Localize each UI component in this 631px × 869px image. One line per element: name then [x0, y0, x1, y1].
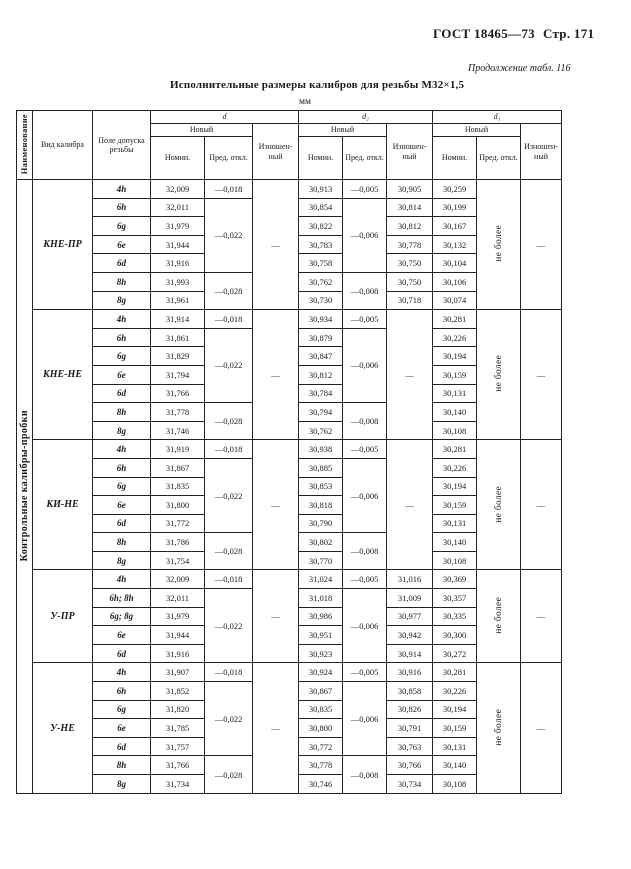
- col-d2-nomin: Номин.: [299, 137, 343, 180]
- col-d2-worn: Изношен- ный: [387, 124, 433, 180]
- table-title: Исполнительные размеры калибров для резьбы М32×1,5: [170, 79, 465, 91]
- tolerance-field: 4h: [93, 570, 151, 589]
- d-nominal: 31,979: [151, 607, 205, 626]
- d-nominal: 31,979: [151, 217, 205, 236]
- d2-nominal: 30,913: [299, 180, 343, 199]
- d-nominal: 31,867: [151, 458, 205, 477]
- d1-nominal: 30,272: [433, 644, 477, 663]
- col-naimenovanie: Наименование: [17, 111, 33, 180]
- d-nominal: 31,907: [151, 663, 205, 682]
- tolerance-field: 8g: [93, 551, 151, 570]
- tolerance-field: 6d: [93, 644, 151, 663]
- not-more-label: не более: [493, 225, 504, 262]
- d2-nominal: 31,024: [299, 570, 343, 589]
- table-row: [17, 570, 562, 589]
- d-deviation: —0,028: [205, 403, 253, 440]
- d-nominal: 31,766: [151, 756, 205, 775]
- d1-deviation: [477, 180, 521, 310]
- d2-nominal: 30,951: [299, 626, 343, 645]
- col-d-worn: Изношен- ный: [253, 124, 299, 180]
- not-more-label: не более: [493, 597, 504, 634]
- table-row: [17, 180, 562, 199]
- d2-nominal: 30,812: [299, 365, 343, 384]
- d-worn: —: [253, 310, 299, 440]
- d2-nominal: 30,772: [299, 737, 343, 756]
- table-continuation: Продолжение табл. 116: [468, 63, 571, 74]
- d1-nominal: 30,131: [433, 737, 477, 756]
- d2-nominal: 30,835: [299, 700, 343, 719]
- d2-worn: 30,977: [387, 607, 433, 626]
- d2-nominal: 31,018: [299, 589, 343, 608]
- d2-nominal: 30,938: [299, 440, 343, 459]
- d1-deviation: [477, 310, 521, 440]
- table-row: [17, 440, 562, 459]
- d2-worn: 30,778: [387, 235, 433, 254]
- tolerance-field: 6e: [93, 719, 151, 738]
- d-nominal: 31,852: [151, 682, 205, 701]
- d-worn: —: [253, 570, 299, 663]
- d-deviation: —0,022: [205, 682, 253, 756]
- d-nominal: 32,011: [151, 198, 205, 217]
- group-name-cell: [17, 180, 33, 794]
- d1-nominal: 30,369: [433, 570, 477, 589]
- d-nominal: 31,772: [151, 514, 205, 533]
- col-d1-worn: Изношен- ный: [521, 124, 562, 180]
- d-nominal: 31,766: [151, 384, 205, 403]
- d2-nominal: 30,879: [299, 328, 343, 347]
- d2-nominal: 30,762: [299, 272, 343, 291]
- d-deviation: —0,018: [205, 440, 253, 459]
- d2-nominal: 30,794: [299, 403, 343, 422]
- d1-nominal: 30,199: [433, 198, 477, 217]
- tolerance-field: 8h: [93, 403, 151, 422]
- calibre-table: [16, 110, 562, 794]
- d2-worn: 30,750: [387, 254, 433, 273]
- d1-worn: —: [521, 440, 562, 570]
- d2-nominal: 30,867: [299, 682, 343, 701]
- d2-worn: 30,914: [387, 644, 433, 663]
- calibre-kind: КНЕ-НЕ: [33, 310, 93, 440]
- d-nominal: 31,746: [151, 421, 205, 440]
- d2-worn: 30,763: [387, 737, 433, 756]
- d2-nominal: 30,822: [299, 217, 343, 236]
- d-nominal: 31,944: [151, 235, 205, 254]
- d-nominal: 31,800: [151, 496, 205, 515]
- tolerance-field: 4h: [93, 663, 151, 682]
- d2-deviation: —0,005: [343, 663, 387, 682]
- d-nominal: 32,011: [151, 589, 205, 608]
- d2-deviation: —0,008: [343, 272, 387, 309]
- d2-deviation: —0,006: [343, 682, 387, 756]
- d1-nominal: 30,108: [433, 551, 477, 570]
- d-nominal: 31,778: [151, 403, 205, 422]
- table-body: [17, 180, 562, 794]
- col-d2: d₂: [299, 111, 433, 124]
- col-d1-nomin: Номин.: [433, 137, 477, 180]
- d2-deviation: —0,005: [343, 180, 387, 199]
- d-nominal: 31,916: [151, 254, 205, 273]
- d1-nominal: 30,132: [433, 235, 477, 254]
- d2-worn: 30,826: [387, 700, 433, 719]
- d1-deviation: [477, 663, 521, 793]
- page-header: [433, 26, 594, 42]
- d-worn: —: [253, 180, 299, 310]
- tolerance-field: 8g: [93, 291, 151, 310]
- tolerance-field: 8h: [93, 533, 151, 552]
- tolerance-field: 6h: [93, 198, 151, 217]
- d1-nominal: 30,074: [433, 291, 477, 310]
- d-nominal: 31,914: [151, 310, 205, 329]
- d1-nominal: 30,167: [433, 217, 477, 236]
- col-d1-pred: Пред. откл.: [477, 137, 521, 180]
- d2-worn: 30,814: [387, 198, 433, 217]
- col-pole-dopuska: Поле допуска резьбы: [93, 111, 151, 180]
- d-nominal: 32,009: [151, 180, 205, 199]
- d2-deviation: —0,006: [343, 458, 387, 532]
- d2-worn: 30,942: [387, 626, 433, 645]
- d-deviation: —0,018: [205, 180, 253, 199]
- d2-nominal: 30,784: [299, 384, 343, 403]
- d1-worn: —: [521, 310, 562, 440]
- d1-nominal: 30,335: [433, 607, 477, 626]
- d2-worn: 30,734: [387, 775, 433, 794]
- d1-nominal: 30,226: [433, 682, 477, 701]
- d-nominal: 31,829: [151, 347, 205, 366]
- group-name: Контрольные калибры-пробки: [19, 409, 30, 561]
- not-more-label: не более: [493, 485, 504, 523]
- calibre-kind: КНЕ-ПР: [33, 180, 93, 310]
- d-nominal: 31,961: [151, 291, 205, 310]
- tolerance-field: 6d: [93, 514, 151, 533]
- tolerance-field: 6e: [93, 496, 151, 515]
- d2-nominal: 30,746: [299, 775, 343, 794]
- d2-nominal: 30,802: [299, 533, 343, 552]
- d1-nominal: 30,226: [433, 328, 477, 347]
- d-nominal: 31,794: [151, 365, 205, 384]
- d1-nominal: 30,140: [433, 403, 477, 422]
- d-deviation: —0,022: [205, 458, 253, 532]
- d2-nominal: 30,986: [299, 607, 343, 626]
- col-d-new: Новый: [151, 124, 253, 137]
- d2-worn: 30,718: [387, 291, 433, 310]
- d-worn: —: [253, 663, 299, 793]
- col-d-nomin: Номин.: [151, 137, 205, 180]
- d1-nominal: 30,300: [433, 626, 477, 645]
- d-deviation: —0,022: [205, 328, 253, 402]
- d-nominal: 31,785: [151, 719, 205, 738]
- d2-nominal: 30,790: [299, 514, 343, 533]
- d1-nominal: 30,159: [433, 496, 477, 515]
- d-nominal: 31,786: [151, 533, 205, 552]
- tolerance-field: 6e: [93, 626, 151, 645]
- tolerance-field: 6h: [93, 682, 151, 701]
- d-deviation: —0,018: [205, 663, 253, 682]
- tolerance-field: 6g: [93, 700, 151, 719]
- d2-nominal: 30,770: [299, 551, 343, 570]
- d-nominal: 31,734: [151, 775, 205, 794]
- d1-nominal: 30,108: [433, 775, 477, 794]
- d2-nominal: 30,778: [299, 756, 343, 775]
- col-d-pred: Пред. откл.: [205, 137, 253, 180]
- tolerance-field: 8h: [93, 272, 151, 291]
- d2-nominal: 30,800: [299, 719, 343, 738]
- d1-worn: —: [521, 570, 562, 663]
- tolerance-field: 6e: [93, 365, 151, 384]
- d2-deviation: —0,006: [343, 589, 387, 663]
- d2-nominal: 30,847: [299, 347, 343, 366]
- d1-nominal: 30,194: [433, 347, 477, 366]
- d2-worn: 30,916: [387, 663, 433, 682]
- standard-number: ГОСТ 18465—73: [433, 26, 535, 41]
- col-d1: d₁: [433, 111, 562, 124]
- d-deviation: —0,018: [205, 570, 253, 589]
- tolerance-field: 6g; 8g: [93, 607, 151, 626]
- d-deviation: —0,022: [205, 589, 253, 663]
- d2-nominal: 30,853: [299, 477, 343, 496]
- d2-worn: 30,905: [387, 180, 433, 199]
- table-row: [17, 310, 562, 329]
- d2-nominal: 30,923: [299, 644, 343, 663]
- d2-deviation: —0,008: [343, 756, 387, 793]
- d2-nominal: 30,762: [299, 421, 343, 440]
- tolerance-field: 6d: [93, 384, 151, 403]
- d1-nominal: 30,357: [433, 589, 477, 608]
- d-nominal: 31,861: [151, 328, 205, 347]
- tolerance-field: 6h: [93, 328, 151, 347]
- d1-nominal: 30,140: [433, 756, 477, 775]
- d2-deviation: —0,005: [343, 570, 387, 589]
- tolerance-field: 8g: [93, 421, 151, 440]
- d2-nominal: 30,924: [299, 663, 343, 682]
- col-d2-new: Новый: [299, 124, 387, 137]
- d2-nominal: 30,783: [299, 235, 343, 254]
- not-more-label: не более: [493, 355, 504, 393]
- d1-nominal: 30,281: [433, 440, 477, 459]
- table-row: [17, 663, 562, 682]
- tolerance-field: 6d: [93, 737, 151, 756]
- d2-worn: 31,016: [387, 570, 433, 589]
- tolerance-field: 6h; 8h: [93, 589, 151, 608]
- d1-nominal: 30,131: [433, 384, 477, 403]
- page-number: Стр. 171: [542, 26, 595, 41]
- d2-deviation: —0,008: [343, 533, 387, 570]
- d2-nominal: 30,818: [299, 496, 343, 515]
- d1-nominal: 30,140: [433, 533, 477, 552]
- d1-nominal: 30,131: [433, 514, 477, 533]
- d-deviation: —0,018: [205, 310, 253, 329]
- not-more-label: не более: [493, 708, 504, 746]
- d-nominal: 31,993: [151, 272, 205, 291]
- d-deviation: —0,028: [205, 272, 253, 309]
- d-worn: —: [253, 440, 299, 570]
- d2-worn: 30,858: [387, 682, 433, 701]
- d-nominal: 31,835: [151, 477, 205, 496]
- d1-worn: —: [521, 180, 562, 310]
- d1-nominal: 30,159: [433, 365, 477, 384]
- d2-deviation: —0,006: [343, 198, 387, 272]
- d1-nominal: 30,226: [433, 458, 477, 477]
- tolerance-field: 6g: [93, 347, 151, 366]
- d1-nominal: 30,281: [433, 663, 477, 682]
- d2-nominal: 30,885: [299, 458, 343, 477]
- tolerance-field: 4h: [93, 440, 151, 459]
- tolerance-field: 6e: [93, 235, 151, 254]
- d-nominal: 31,820: [151, 700, 205, 719]
- calibre-kind: У-НЕ: [33, 663, 93, 793]
- d-nominal: 31,916: [151, 644, 205, 663]
- d1-nominal: 30,159: [433, 719, 477, 738]
- tolerance-field: 6g: [93, 477, 151, 496]
- col-d: d: [151, 111, 299, 124]
- d-nominal: 31,944: [151, 626, 205, 645]
- tolerance-field: 8g: [93, 775, 151, 794]
- d2-worn: 30,791: [387, 719, 433, 738]
- calibre-kind: У-ПР: [33, 570, 93, 663]
- d2-deviation: —0,008: [343, 403, 387, 440]
- d2-deviation: —0,005: [343, 310, 387, 329]
- d2-worn: —: [387, 310, 433, 440]
- d-deviation: —0,028: [205, 533, 253, 570]
- d2-worn: 30,766: [387, 756, 433, 775]
- d-deviation: —0,022: [205, 198, 253, 272]
- d2-deviation: —0,006: [343, 328, 387, 402]
- d1-nominal: 30,281: [433, 310, 477, 329]
- d-deviation: —0,028: [205, 756, 253, 793]
- col-vid-kalibra: Вид калибра: [33, 111, 93, 180]
- tolerance-field: 6g: [93, 217, 151, 236]
- d2-worn: 31,009: [387, 589, 433, 608]
- d-nominal: 32,009: [151, 570, 205, 589]
- col-d1-new: Новый: [433, 124, 521, 137]
- d1-deviation: [477, 440, 521, 570]
- d1-nominal: 30,194: [433, 700, 477, 719]
- d2-nominal: 30,730: [299, 291, 343, 310]
- d2-nominal: 30,758: [299, 254, 343, 273]
- d2-worn: 30,812: [387, 217, 433, 236]
- d1-worn: —: [521, 663, 562, 793]
- tolerance-field: 4h: [93, 180, 151, 199]
- d1-nominal: 30,194: [433, 477, 477, 496]
- unit-label: мм: [299, 97, 312, 107]
- col-d2-pred: Пред. откл.: [343, 137, 387, 180]
- d2-worn: 30,750: [387, 272, 433, 291]
- tolerance-field: 4h: [93, 310, 151, 329]
- tolerance-field: 6d: [93, 254, 151, 273]
- tolerance-field: 8h: [93, 756, 151, 775]
- d1-nominal: 30,104: [433, 254, 477, 273]
- d2-worn: —: [387, 440, 433, 570]
- d2-nominal: 30,934: [299, 310, 343, 329]
- d1-nominal: 30,259: [433, 180, 477, 199]
- d-nominal: 31,919: [151, 440, 205, 459]
- d-nominal: 31,757: [151, 737, 205, 756]
- d-nominal: 31,754: [151, 551, 205, 570]
- tolerance-field: 6h: [93, 458, 151, 477]
- calibre-kind: КИ-НЕ: [33, 440, 93, 570]
- d1-nominal: 30,108: [433, 421, 477, 440]
- d1-deviation: [477, 570, 521, 663]
- d1-nominal: 30,106: [433, 272, 477, 291]
- d2-deviation: —0,005: [343, 440, 387, 459]
- d2-nominal: 30,854: [299, 198, 343, 217]
